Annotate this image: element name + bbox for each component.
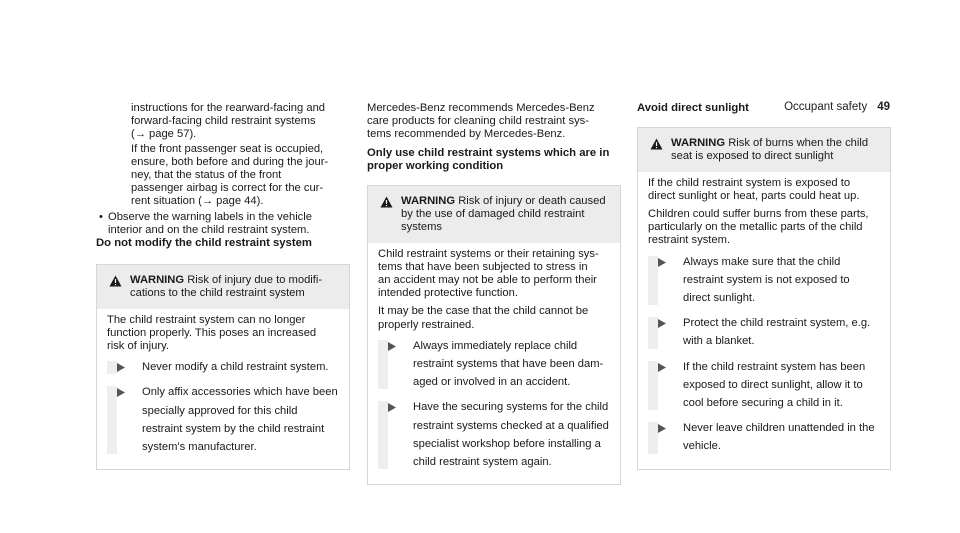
instruction-step [107, 361, 339, 374]
warning-body [97, 309, 349, 470]
arrow-right-icon [658, 363, 666, 372]
section-heading: Do not modify the child restraint system [96, 237, 312, 250]
text-line: Always make sure that the child [683, 255, 841, 268]
arrow-right-icon [388, 403, 396, 412]
text-line: forward-facing child restraint systems [131, 115, 316, 128]
arrow-right-icon [658, 319, 666, 328]
warning-text [648, 208, 880, 248]
text-line: Always immediately replace child [413, 339, 578, 352]
instruction-step [648, 256, 880, 306]
text-line: If the child restraint system has been [683, 360, 866, 373]
warning-title-line: Risk of injury or death caused [458, 195, 606, 208]
instruction-step [648, 361, 880, 411]
intro-text [367, 102, 621, 142]
text-line: restraint system. [648, 234, 731, 247]
text-line: Never modify a child restraint system. [142, 361, 329, 374]
warning-label: WARNING [401, 195, 456, 208]
text-line: restraint systems that have been dam- [413, 358, 604, 371]
text-line: child restraint system again. [413, 456, 552, 469]
continued-text [96, 102, 350, 142]
instruction-step [648, 317, 880, 348]
text-line: restraint system by the child restraint [142, 422, 325, 435]
text-line: Never leave children unattended in the [683, 422, 875, 435]
section-heading [367, 147, 621, 173]
text-line: instructions for the rearward-facing and [131, 102, 326, 114]
text-line: It may be the case that the child cannot be [378, 305, 589, 318]
step-bar [378, 340, 388, 390]
text-line: care products for cleaning child restraint sys- [367, 115, 589, 128]
arrow-right-icon [658, 258, 666, 267]
instruction-step [378, 340, 610, 390]
text-line: If the front passenger seat is occupied, [131, 142, 324, 155]
warning-triangle-icon [650, 138, 663, 150]
heading-line: proper working condition [367, 159, 504, 172]
section-title: Occupant safety [784, 101, 868, 113]
warning-title-line: Risk of burns when the child [728, 137, 869, 150]
warning-body [638, 172, 890, 469]
text-line: Have the securing systems for the child [413, 401, 609, 414]
warning-text [378, 305, 610, 331]
text-line: restraint system is not exposed to [683, 273, 850, 286]
arrow-right-icon [117, 363, 125, 372]
instruction-step [648, 422, 880, 453]
text-line: Protect the child restraint system, e.g. [683, 317, 871, 330]
text-line: tems recommended by Mercedes-Benz. [367, 128, 566, 141]
warning-triangle-icon [109, 275, 122, 287]
warning-text [378, 248, 610, 301]
text-line: If the child restraint system is exposed to [648, 176, 851, 189]
warning-box [96, 264, 350, 470]
warning-body [368, 243, 620, 485]
text-line: passenger airbag is correct for the cur- [131, 182, 324, 195]
text-line: particularly on the metallic parts of the child [648, 221, 863, 234]
step-bar [107, 386, 117, 454]
step-bar [648, 256, 658, 306]
text-line: risk of injury. [107, 340, 169, 353]
text-line: direct sunlight or heat, parts could heat up. [648, 189, 860, 202]
text-line: tems that have been subjected to stress in [378, 260, 588, 273]
instruction-step [107, 386, 339, 454]
warning-title-line: systems [401, 221, 443, 234]
text-line: restraint systems checked at a qualified [413, 419, 609, 432]
arrow-right-icon [658, 424, 666, 433]
text-line: specially approved for this child [142, 404, 298, 417]
text-line: properly restrained. [378, 318, 475, 331]
text-line: (→ page 57). [131, 128, 197, 141]
text-line: vehicle. [683, 440, 721, 453]
warning-triangle-icon [380, 196, 393, 208]
step-bar [648, 361, 658, 411]
warning-box [367, 185, 621, 485]
warning-title-line: seat is exposed to direct sunlight [671, 150, 834, 163]
step-bar [107, 361, 117, 374]
warning-header [638, 128, 890, 171]
text-line: ney, that the status of the front [131, 169, 282, 182]
text-line: • Observe the warning labels in the vehicle [108, 210, 312, 223]
text-line: rent situation (→ page 44). [131, 195, 264, 208]
seat-occupied-text [96, 143, 350, 209]
text-line: Only affix accessories which have been [142, 386, 338, 399]
text-line: interior and on the child restraint system. [108, 223, 310, 236]
text-line: ensure, both before and during the jour- [131, 155, 329, 168]
column-2 [367, 102, 621, 485]
warning-title-line: cations to the child restraint system [130, 287, 305, 300]
section-heading: Avoid direct sunlight [637, 102, 749, 114]
warning-text [107, 314, 339, 354]
arrow-right-icon [388, 342, 396, 351]
warning-label: WARNING [671, 137, 726, 150]
bullet-item [96, 211, 350, 237]
text-line: cool before securing a child in it. [683, 397, 843, 410]
warning-title-line: Risk of injury due to modifi- [187, 274, 323, 287]
instruction-step [378, 401, 610, 469]
heading-line: Only use child restraint systems which are in [367, 146, 610, 159]
page-number: 49 [877, 101, 890, 113]
text-line: Child restraint systems or their retaining sys- [378, 247, 599, 260]
step-bar [648, 317, 658, 348]
text-line: an accident may not be able to perform their [378, 274, 597, 287]
text-line: exposed to direct sunlight, allow it to [683, 378, 863, 391]
warning-box [637, 127, 891, 469]
warning-header [97, 265, 349, 308]
warning-title-line: by the use of damaged child restraint [401, 208, 585, 221]
text-line: specialist workshop before installing a [413, 437, 601, 450]
column-3 [637, 102, 891, 470]
step-bar [648, 422, 658, 453]
text-line: with a blanket. [683, 335, 755, 348]
text-line: Children could suffer burns from these parts, [648, 208, 869, 221]
step-bar [378, 401, 388, 469]
warning-header [368, 186, 620, 243]
text-line: The child restraint system can no longer [107, 313, 306, 326]
text-line: Mercedes-Benz recommends Mercedes-Benz [367, 102, 595, 114]
arrow-right-icon [117, 388, 125, 397]
warning-label: WARNING [130, 274, 185, 287]
text-line: aged or involved in an accident. [413, 376, 571, 389]
text-line: intended protective function. [378, 287, 518, 300]
column-1 [96, 102, 350, 470]
text-line: function properly. This poses an increased [107, 326, 317, 339]
warning-text [648, 177, 880, 203]
text-line: direct sunlight. [683, 292, 756, 305]
text-line: system's manufacturer. [142, 441, 257, 454]
